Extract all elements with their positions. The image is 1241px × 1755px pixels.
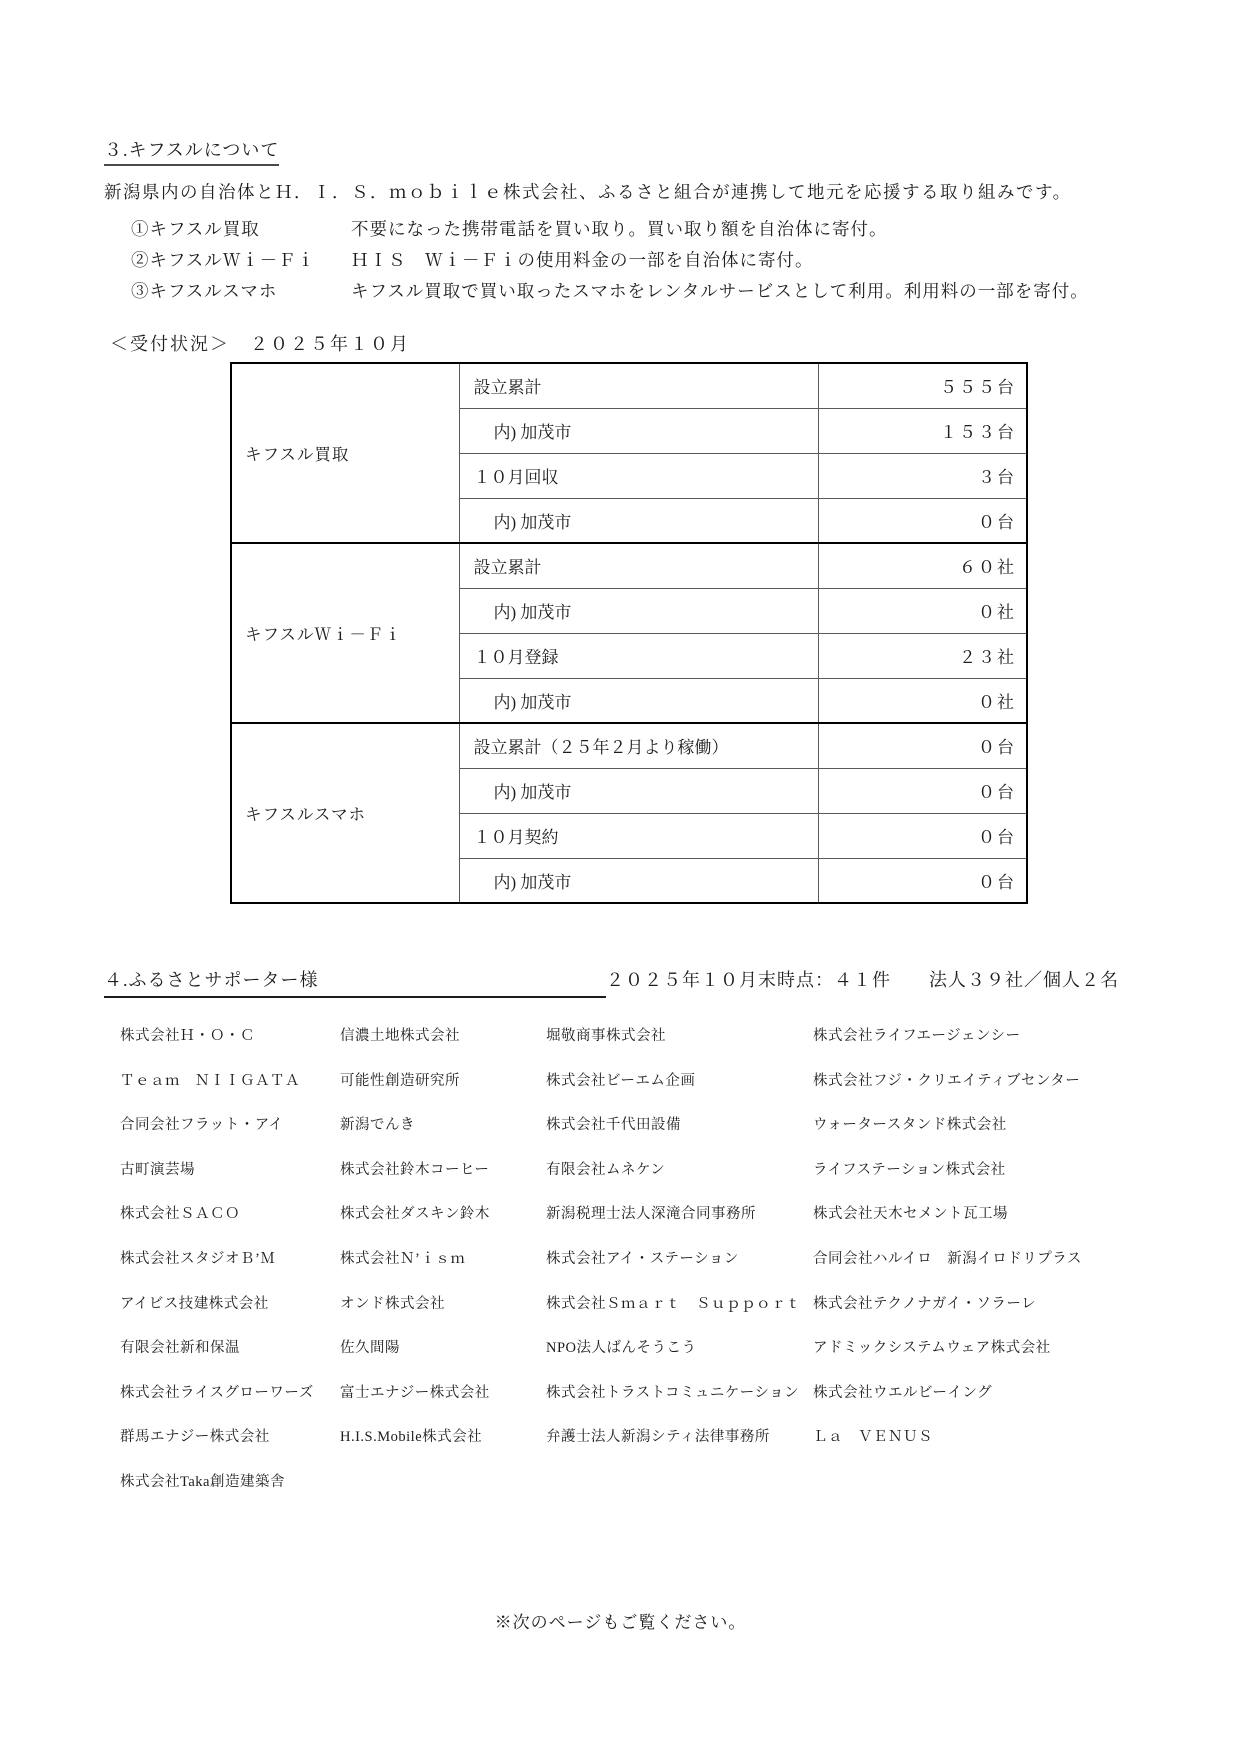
company-name: 群馬エナジー株式会社: [120, 1429, 270, 1446]
status-row-value: ０社: [818, 588, 1027, 633]
program-item: [131, 245, 1154, 276]
status-table-row: [231, 723, 1027, 768]
company-name: アドミックシステムウェア株式会社: [813, 1340, 1051, 1357]
status-table: [230, 362, 1028, 904]
program-item: [131, 214, 1154, 245]
company-name: 株式会社Ｈ・Ｏ・Ｃ: [120, 1028, 255, 1044]
company-name: 可能性創造研究所: [340, 1072, 460, 1089]
status-row-value: ０台: [818, 723, 1027, 768]
program-item-desc: 不要になった携帯電話を買い取り。買い取り額を自治体に寄付。: [351, 219, 888, 239]
company-name: 株式会社アイ・ステーション: [546, 1250, 739, 1267]
supporter-column-4: [813, 1024, 1132, 1515]
company-name: 株式会社ＳＡＣＯ: [120, 1206, 240, 1223]
company-name: 株式会社千代田設備: [546, 1117, 681, 1134]
supporter-column-3: [546, 1024, 813, 1515]
company-name: 株式会社トラストコミュニケーション: [546, 1384, 800, 1401]
section3-intro: 新潟県内の自治体とＨ．Ｉ．Ｓ．ｍｏｂｉｌｅ株式会社、ふるさと組合が連携して地元を応援する取り組みです。: [104, 182, 1072, 202]
status-row-value: ３台: [818, 453, 1027, 498]
status-row-label: 設立累計（２５年２月より稼働）: [459, 723, 818, 768]
company-name: 株式会社鈴木コーヒー: [340, 1161, 490, 1178]
program-item-desc: キフスル買取で買い取ったスマホをレンタルサービスとして利用。利用料の一部を寄付。: [351, 281, 1089, 301]
company-name: 新潟でんき: [340, 1117, 415, 1134]
company-name: 有限会社新和保温: [120, 1340, 240, 1357]
company-name: 株式会社ライスグローワーズ: [120, 1384, 314, 1401]
company-name: Ｔｅａｍ ＮＩＩＧＡＴＡ: [120, 1072, 300, 1089]
next-page-note: ※次のページもご覧ください。: [494, 1613, 747, 1632]
company-name: 株式会社Taka創造建築舎: [120, 1473, 285, 1490]
company-name: 佐久間陽: [340, 1340, 400, 1357]
company-name: 富士エナジー株式会社: [340, 1384, 490, 1401]
status-row-value: ６０社: [818, 543, 1027, 588]
company-name: オンド株式会社: [340, 1295, 445, 1312]
status-row-value: ２３社: [818, 633, 1027, 678]
status-row-value: ０台: [818, 768, 1027, 813]
program-item-label: ③キフスルスマホ: [131, 281, 278, 301]
company-name: ライフステーション株式会社: [813, 1161, 1006, 1178]
company-name: 合同会社フラット・アイ: [120, 1117, 284, 1134]
status-row-value: ０台: [818, 858, 1027, 903]
company-name: 合同会社ハルイロ 新潟イロドリプラス: [813, 1250, 1082, 1267]
status-row-label: １０月契約: [459, 813, 818, 858]
program-item-list: [131, 214, 1154, 307]
status-row-label: 内) 加茂市: [459, 678, 818, 723]
status-row-label: 内) 加茂市: [459, 498, 818, 543]
company-name: 古町演芸場: [120, 1161, 195, 1178]
section4-title: ４.ふるさとサポーター様: [104, 966, 606, 998]
status-row-label: １０月登録: [459, 633, 818, 678]
supporter-list: [120, 1024, 1132, 1515]
status-row-value: ０台: [818, 498, 1027, 543]
status-group-label: キフスルＷｉ－Ｆｉ: [231, 543, 459, 723]
status-row-label: １０月回収: [459, 453, 818, 498]
company-name: NPO法人ばんそうこう: [546, 1340, 697, 1357]
company-name: H.I.S.Mobile株式会社: [340, 1429, 483, 1446]
status-row-value: ５５５台: [818, 363, 1027, 408]
section3-title: ３.キフスルについて: [104, 136, 279, 166]
supporter-column-1: [120, 1024, 340, 1515]
company-name: 株式会社テクノナガイ・ソラーレ: [813, 1295, 1037, 1312]
status-row-label: 設立累計: [459, 543, 818, 588]
company-name: 株式会社ウエルビーイング: [813, 1384, 993, 1401]
company-name: ウォータースタンド株式会社: [813, 1117, 1007, 1134]
supporter-column-2: [340, 1024, 546, 1515]
company-name: 株式会社ビーエム企画: [546, 1072, 696, 1089]
status-row-value: ０社: [818, 678, 1027, 723]
company-name: 株式会社スタジオＢ’Ｍ: [120, 1250, 276, 1267]
section4-summary: ２０２５年１０月末時点：４１件 法人３９社／個人２名: [606, 970, 1119, 990]
company-name: 弁護士法人新潟シティ法律事務所: [546, 1429, 770, 1446]
program-item-desc: ＨＩＳ Ｗｉ－Ｆｉの使用料金の一部を自治体に寄付。: [351, 250, 814, 270]
status-group-label: キフスルスマホ: [231, 723, 459, 903]
status-table-row: [231, 543, 1027, 588]
program-item-label: ①キフスル買取: [131, 219, 260, 239]
company-name: 株式会社フジ・クリエイティブセンター: [813, 1072, 1081, 1089]
section-kifusuru-about: [104, 136, 1154, 307]
status-row-label: 設立累計: [459, 363, 818, 408]
status-row-value: ０台: [818, 813, 1027, 858]
section-supporters-header: [104, 966, 1154, 998]
company-name: 株式会社Ｓｍａｒｔ Ｓｕｐｐｏｒｔ: [546, 1295, 801, 1312]
status-row-label: 内) 加茂市: [459, 858, 818, 903]
company-name: 株式会社Ｎ’ｉｓｍ: [340, 1250, 466, 1267]
company-name: 新潟税理士法人深滝合同事務所: [546, 1206, 756, 1223]
status-group-label: キフスル買取: [231, 363, 459, 543]
status-row-label: 内) 加茂市: [459, 588, 818, 633]
company-name: 株式会社ライフエージェンシー: [813, 1028, 1021, 1044]
company-name: 株式会社ダスキン鈴木: [340, 1206, 490, 1223]
company-name: 信濃土地株式会社: [340, 1028, 460, 1044]
status-row-value: １５３台: [818, 408, 1027, 453]
status-table-row: [231, 363, 1027, 408]
program-item: [131, 276, 1154, 307]
program-item-label: ②キフスルＷｉ－Ｆｉ: [131, 250, 316, 270]
company-name: アイビス技建株式会社: [120, 1295, 269, 1312]
status-row-label: 内) 加茂市: [459, 408, 818, 453]
company-name: Ｌａ ＶＥＮＵＳ: [813, 1429, 933, 1446]
company-name: 有限会社ムネケン: [546, 1161, 666, 1178]
company-name: 堀敬商事株式会社: [546, 1028, 666, 1044]
company-name: 株式会社天木セメント瓦工場: [813, 1206, 1008, 1223]
status-heading: ＜受付状況＞ ２０２５年１０月: [110, 334, 410, 354]
status-row-label: 内) 加茂市: [459, 768, 818, 813]
